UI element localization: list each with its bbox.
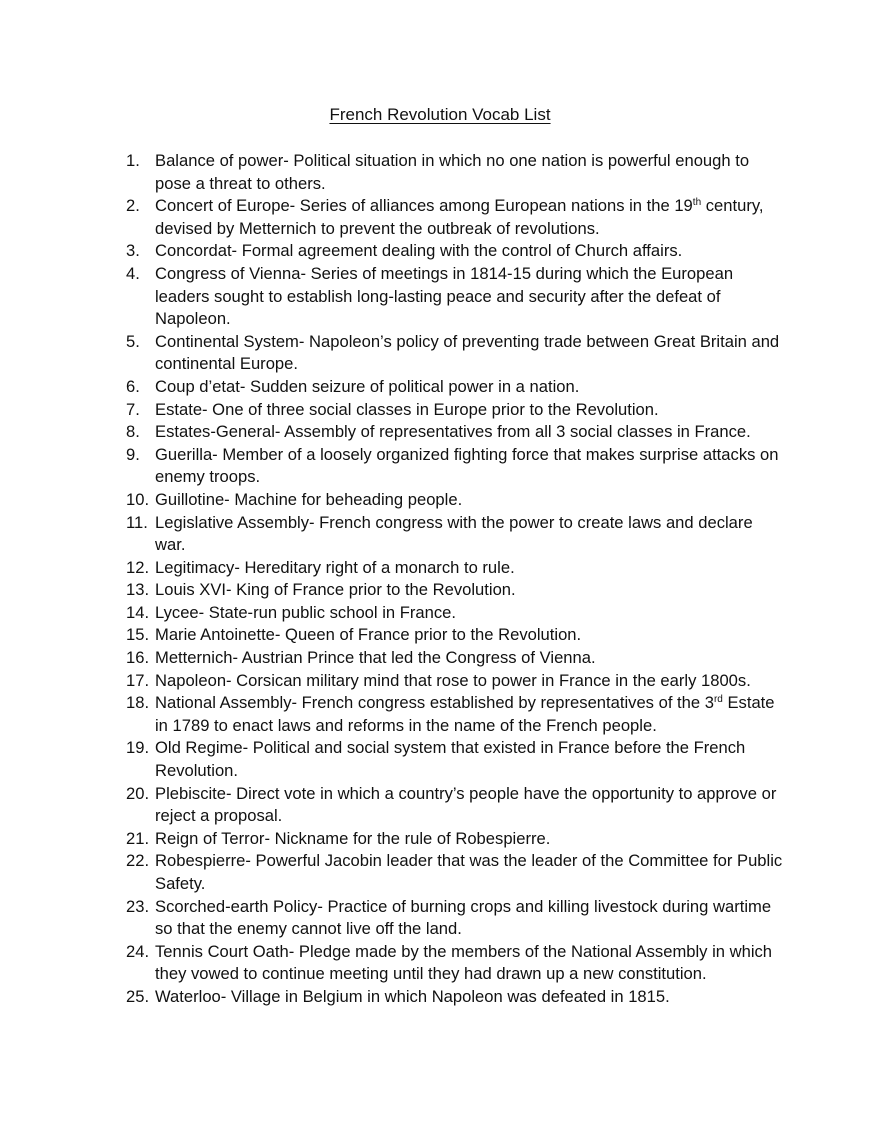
- item-number: 21.: [126, 828, 150, 848]
- item-text: Continental System- Napoleon’s policy of preventing trade between Great Britain and continental Europe.: [155, 331, 780, 374]
- item-text: Congress of Vienna- Series of meetings in 1814-15 during which the European leaders sought to establish long-lasting peace and security after the defeat of Napoleon.: [155, 263, 734, 329]
- item-text: Tennis Court Oath- Pledge made by the members of the National Assembly in which they vowed to continue meeting until they had drawn up a new constitution.: [155, 941, 773, 984]
- item-number: 12.: [126, 557, 150, 577]
- list-item: [126, 489, 786, 512]
- item-text: Estates-General- Assembly of representatives from all 3 social classes in France.: [155, 422, 751, 442]
- item-text: Old Regime- Political and social system that existed in France before the French Revolution.: [155, 738, 746, 781]
- list-item: [126, 670, 786, 693]
- item-text: Reign of Terror- Nickname for the rule of Robespierre.: [155, 828, 551, 848]
- list-item: [126, 240, 786, 263]
- item-number: 1.: [126, 151, 140, 170]
- item-text: Waterloo- Village in Belgium in which Napoleon was defeated in 1815.: [155, 986, 670, 1006]
- page-title: French Revolution Vocab List: [329, 105, 551, 124]
- item-text: Legitimacy- Hereditary right of a monarch to rule.: [155, 557, 515, 577]
- item-text: Plebiscite- Direct vote in which a country’s people have the opportunity to approve or reject a proposal.: [155, 783, 777, 826]
- item-text-part: National Assembly- French congress established by representatives of the 3: [155, 693, 714, 713]
- vocab-list: [126, 150, 786, 1009]
- item-text: Lycee- State-run public school in France.: [155, 602, 456, 622]
- item-text: [155, 692, 786, 737]
- list-item: [126, 421, 786, 444]
- item-number: 17.: [126, 670, 150, 690]
- item-number: 15.: [126, 625, 150, 645]
- item-number: 2.: [126, 196, 140, 216]
- item-number: 23.: [126, 896, 150, 916]
- list-item: [126, 444, 786, 489]
- list-item: [126, 399, 786, 422]
- item-text: Napoleon- Corsican military mind that rose to power in France in the early 1800s.: [155, 670, 751, 690]
- list-item: [126, 624, 786, 647]
- item-number: 24.: [126, 941, 150, 961]
- list-item: [126, 579, 786, 602]
- item-number: 7.: [126, 399, 140, 419]
- item-text: Scorched-earth Policy- Practice of burning crops and killing livestock during wartime so that the enemy cannot live off the land.: [155, 896, 772, 939]
- list-item: [126, 195, 786, 240]
- item-text: Robespierre- Powerful Jacobin leader that was the leader of the Committee for Public Safety.: [155, 851, 783, 893]
- list-item: [126, 783, 786, 828]
- item-number: 20.: [126, 783, 150, 803]
- ordinal-superscript: th: [692, 197, 702, 209]
- item-text: Guillotine- Machine for beheading people.: [155, 489, 463, 509]
- item-number: 22.: [126, 851, 150, 871]
- item-number: 10.: [126, 489, 150, 509]
- item-number: 11.: [126, 512, 148, 532]
- item-number: 14.: [126, 602, 150, 622]
- item-number: 16.: [126, 648, 150, 668]
- list-item: [126, 692, 786, 737]
- ordinal-superscript: rd: [713, 694, 723, 706]
- item-text: Marie Antoinette- Queen of France prior to the Revolution.: [155, 625, 582, 645]
- list-item: [126, 602, 786, 625]
- item-number: 19.: [126, 738, 150, 758]
- list-item: [126, 331, 786, 376]
- item-number: 25.: [126, 986, 150, 1006]
- item-text: Estate- One of three social classes in Europe prior to the Revolution.: [155, 399, 659, 419]
- item-number: 13.: [126, 580, 150, 600]
- list-item: [126, 376, 786, 399]
- item-number: 6.: [126, 376, 140, 396]
- item-text-part: Concert of Europe- Series of alliances among European nations in the 19: [155, 196, 693, 216]
- list-item: [126, 263, 786, 331]
- list-item: [126, 557, 786, 580]
- item-number: 5.: [126, 331, 140, 351]
- list-item: [126, 941, 786, 986]
- item-text: [155, 195, 786, 240]
- item-number: 18.: [126, 693, 150, 713]
- list-item: [126, 150, 786, 195]
- list-item: [126, 647, 786, 670]
- item-text: Balance of power- Political situation in which no one nation is powerful enough to pose a threat to others.: [155, 151, 750, 193]
- item-text: Concordat- Formal agreement dealing with the control of Church affairs.: [155, 241, 683, 261]
- item-text-part: century, devised by Metternich to prevent the outbreak of revolutions.: [155, 196, 764, 238]
- list-item: [126, 512, 786, 557]
- item-number: 8.: [126, 422, 140, 442]
- list-item: [126, 828, 786, 851]
- item-text-part: Estate in 1789 to enact laws and reforms in the name of the French people.: [155, 693, 775, 735]
- item-text: Louis XVI- King of France prior to the Revolution.: [155, 580, 516, 600]
- item-text: Guerilla- Member of a loosely organized fighting force that makes surprise attacks on enemy troops.: [155, 444, 779, 487]
- item-text: Coup d’etat- Sudden seizure of political power in a nation.: [155, 376, 580, 396]
- item-number: 9.: [126, 444, 140, 464]
- item-text: Metternich- Austrian Prince that led the Congress of Vienna.: [155, 648, 596, 668]
- item-number: 4.: [126, 263, 140, 283]
- list-item: [126, 737, 786, 782]
- list-item: [126, 986, 786, 1009]
- item-number: 3.: [126, 241, 140, 261]
- list-item: [126, 850, 786, 895]
- list-item: [126, 896, 786, 941]
- item-text: Legislative Assembly- French congress with the power to create laws and declare war.: [155, 512, 753, 555]
